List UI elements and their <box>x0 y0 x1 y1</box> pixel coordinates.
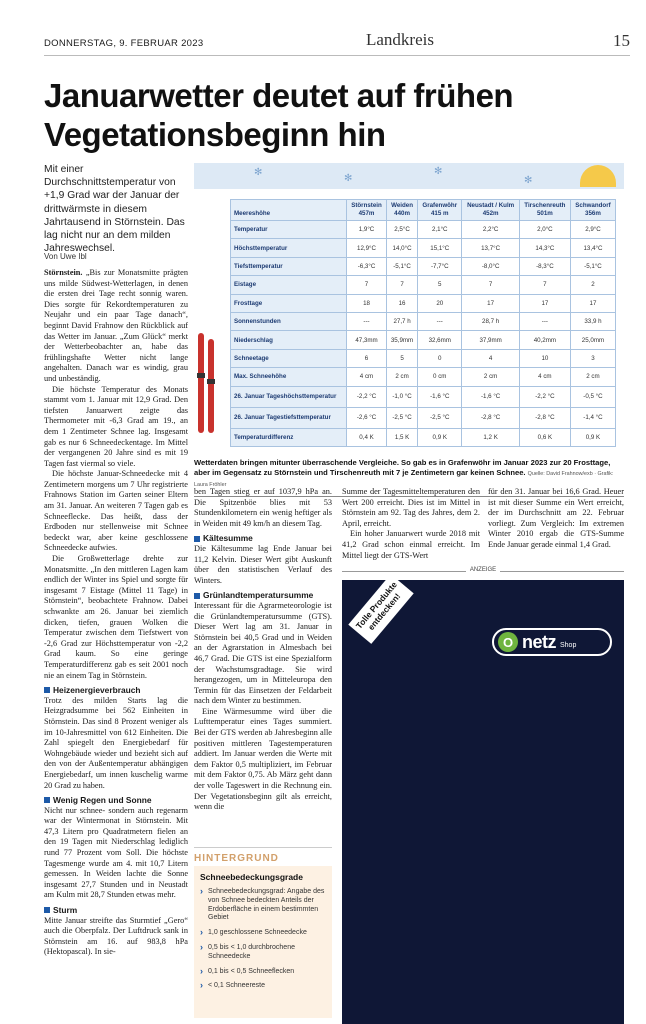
table-cell: 10 <box>519 349 570 367</box>
table-cell: -5,1°C <box>386 257 417 275</box>
paragraph: Die Großwetterlage drehte zur Monatsmitte. „In den mittleren Lagen kam endlich der Winter ins Spiel und sorgte für insgesamt 7 Eistage (Mittel 11 Tage) in Störnstein“, beobachtete Frahnow. Dabei schwankte am 26. Januar bei ziemlich dicken, tiefen, grauen Wolken die Temperatur zwischen dem Tiefstwert von -2,6 Grad zur Höchsttemperatur von -2,2 Grad kaum. So eine geringe Temperaturdifferenz gab es seit 2001 noch nie an einem Tag in Störnstein. <box>44 554 188 680</box>
advertisement[interactable] <box>342 580 624 1024</box>
table-cell: 2,2°C <box>462 221 519 239</box>
subheading <box>194 533 332 544</box>
table-cell: -1,6 °C <box>418 386 462 407</box>
table-row <box>231 368 616 386</box>
section-title: Landkreis <box>366 30 434 49</box>
table-cell: 6 <box>347 349 387 367</box>
table-cell: 20 <box>418 294 462 312</box>
snowflake-icon: ✻ <box>434 166 443 177</box>
table-cell: 1,5 K <box>386 428 417 446</box>
row-label: 26. Januar Tageshöchsttemperatur <box>231 386 347 407</box>
row-label: Eistage <box>231 276 347 294</box>
table-cell: 12,9°C <box>347 239 387 257</box>
table-cell: -6,3°C <box>347 257 387 275</box>
paragraph: Eine Wärmesumme wird über die Lufttemperatur eines Tages summiert. Bei der GTS werden ab Jahresbeginn alle positiven mittleren Tagestemperaturen addiert. Im Januar werden die Werte mit dem Faktor 0,5 multipliziert, im Februar mit dem Faktor 0,75. Ab März geht dann der volle Tageswert in die Rechnung ein. Der Vegetationsbeginn gilt als erreicht, wenn die <box>194 706 332 812</box>
table-cell: 37,9mm <box>462 331 519 349</box>
table-row <box>231 312 616 330</box>
table-cell: 4 cm <box>519 368 570 386</box>
list-item: › 1,0 geschlossene Schneedecke <box>200 929 326 938</box>
table-cell: -2,8 °C <box>519 407 570 428</box>
paragraph: Summe der Tagesmitteltemperaturen den Wert 200 erreicht. Dies ist im Mittel in Störnstein am 92. Tag des Jahres, dem 2. April, erreicht. <box>342 487 480 528</box>
table-cell: 0,9 K <box>570 428 615 446</box>
table-cell: 2,9°C <box>570 221 615 239</box>
table-row <box>231 257 616 275</box>
snowflake-icon: ✻ <box>344 173 353 184</box>
table-cell: --- <box>347 312 387 330</box>
station-name: Weiden <box>391 202 413 209</box>
table-header-cell <box>347 200 387 221</box>
table-cell: 32,6mm <box>418 331 462 349</box>
station-altitude: 501m <box>536 210 553 217</box>
table-cell: 25,0mm <box>570 331 615 349</box>
subheading-text: Sturm <box>53 905 78 916</box>
station-altitude: 415 m <box>430 210 449 217</box>
caption-text: Wetterdaten bringen mitunter überraschende Vergleiche. So gab es in Grafenwöhr im Januar 2023 zur 20 Frosttage, aber im Gegensatz zu Störnstein und Tirschenreuth mit 7 je Zentimetern gar keinen Schnee. <box>194 458 611 477</box>
table-row <box>231 276 616 294</box>
table-cell: 2 cm <box>462 368 519 386</box>
table-row <box>231 331 616 349</box>
table-cell: 17 <box>462 294 519 312</box>
paragraph: für den 31. Januar bei 16,6 Grad. Heuer ist mit dieser Summe ein Wert erreicht, der im Durchschnitt am 22. Februar vorliegt. Zum Vergleich: Im extremen Winter 2010 ergab die GTS-Summe Ende Januar gerade einmal 1,4 Grad. <box>488 487 624 549</box>
ad-label-text: ANZEIGE <box>466 567 500 573</box>
station-altitude: 356m <box>585 210 601 217</box>
paragraph: Nicht nur schnee- sondern auch regenarm war der Wintermonat in Störnstein. Mit 47,3 Litern pro Quadratmetern fielen an den 19 Tagen mit Niederschlag lediglich rund 77 Prozent vom Soll. Die höchste Tagesmenge wurde am 4. mit 10,7 Litern gemessen. In Weiden lachte die Sonne insgesamt 27,7 Stunden und in Neustadt am Kulm mit 28,7 Stunden etwas mehr. <box>44 805 188 900</box>
issue-date: DONNERSTAG, 9. FEBRUAR 2023 <box>44 38 204 49</box>
subheading-text: Wenig Regen und Sonne <box>53 795 152 806</box>
table-cell: 17 <box>519 294 570 312</box>
list-item: › Schneebedeckungsgrad: Angabe des von Schnee bedeckten Anteils der Erdoberfläche in einem bestimmten Gebiet <box>200 888 326 923</box>
article-headline: Januarwetter deutet auf frühen Vegetationsbeginn hin <box>44 77 514 153</box>
table-cell: 2 <box>570 276 615 294</box>
paragraph: Die höchste Temperatur des Monats stammt vom 1. Januar mit 12,9 Grad. Den tiefsten Januarwert zeigte das Thermometer mit -6,3 Grad am 19., an dem 1 Zentimeter Schnee lag. Insgesamt gab es nur 6 Schneedeckentage. Im Mittel der vergangenen 20 Jahre sind es mit 19 Tagen fast viermal so viele. <box>44 384 188 468</box>
article-column-4 <box>488 487 624 551</box>
table-cell: -2,5 °C <box>386 407 417 428</box>
table-cell: -2,5 °C <box>418 407 462 428</box>
table-cell: 2,1°C <box>418 221 462 239</box>
table-header-row <box>231 200 616 221</box>
table-cell: 14,0°C <box>386 239 417 257</box>
weather-data-table <box>230 199 616 447</box>
row-label: Höchsttemperatur <box>231 239 347 257</box>
subheading <box>44 905 188 916</box>
ad-tagline: Tolle Produkte entdecken! <box>348 580 413 644</box>
table-cell: 2 cm <box>570 368 615 386</box>
list-item: › 0,1 bis < 0,5 Schneeflecken <box>200 968 326 977</box>
article-lead: Mit einer Durchschnittstemperatur von +1,9 Grad war der Januar der drittwärmste in diesem Jahrtausend in Störnstein. Das lag nicht nur an dem milden Jahreswechsel. <box>44 164 185 255</box>
table-cell: 7 <box>462 276 519 294</box>
table-cell: -1,4 °C <box>570 407 615 428</box>
caption-source: Quelle: David Frahnow/exb · Grafik: Laura Fröhler <box>194 470 614 489</box>
page-header <box>44 30 630 56</box>
paragraph: Die höchste Januar-Schneedecke mit 4 Zentimetern morgens um 7 Uhr registrierte Frahnows Station im Garten seiner Eltern am 31. Januar. An weiteren 7 Tagen gab es Schneeflecke. Das heißt, dass der Erdboden nur stellenweise mit Schnee bedeckt war, aber keine geschlossene Schneedecke aufwies. <box>44 469 188 553</box>
list-item: › < 0,1 Schneereste <box>200 982 326 991</box>
table-cell: 0,4 K <box>347 428 387 446</box>
square-bullet-icon <box>194 593 200 599</box>
table-cell: 27,7 h <box>386 312 417 330</box>
table-header-cell <box>462 200 519 221</box>
subheading <box>194 590 332 601</box>
station-name: Störnstein <box>351 202 382 209</box>
table-row <box>231 239 616 257</box>
table-cell: 7 <box>386 276 417 294</box>
table-cell: 5 <box>418 276 462 294</box>
station-altitude: 452m <box>482 210 499 217</box>
table-cell: -2,2 °C <box>347 386 387 407</box>
table-cell: -2,8 °C <box>462 407 519 428</box>
station-altitude: 457m <box>358 210 375 217</box>
station-name: Tirschenreuth <box>524 202 566 209</box>
table-cell: --- <box>418 312 462 330</box>
onetz-logo-word: netz <box>522 631 556 652</box>
station-altitude: 440m <box>394 210 410 217</box>
snowflake-icon: ✻ <box>254 167 263 178</box>
square-bullet-icon <box>44 687 50 693</box>
table-header-cell <box>519 200 570 221</box>
table-cell: 2 cm <box>386 368 417 386</box>
station-name: Neustadt / Kulm <box>467 202 515 209</box>
row-label: Temperaturdifferenz <box>231 428 347 446</box>
table-row <box>231 428 616 446</box>
row-label: Niederschlag <box>231 331 347 349</box>
table-cell: 28,7 h <box>462 312 519 330</box>
row-label: Tiefsttemperatur <box>231 257 347 275</box>
table-cell: -1,0 °C <box>386 386 417 407</box>
table-cell: 14,3°C <box>519 239 570 257</box>
infobox-list <box>200 888 326 991</box>
article-column-3 <box>342 487 480 561</box>
table-cell: 2,5°C <box>386 221 417 239</box>
table-cell: --- <box>519 312 570 330</box>
table-cell: 13,4°C <box>570 239 615 257</box>
list-item: › 0,5 bis < 1,0 durchbrochene Schneedecke <box>200 944 326 962</box>
row-label: Sonnenstunden <box>231 312 347 330</box>
table-cell: 13,7°C <box>462 239 519 257</box>
weather-table-graphic <box>194 163 624 453</box>
table-cell: -2,6 °C <box>347 407 387 428</box>
onetz-shop-logo[interactable] <box>492 628 612 656</box>
table-cell: 0 <box>418 349 462 367</box>
table-cell: 15,1°C <box>418 239 462 257</box>
paragraph: Trotz des milden Starts lag die Heizgradsumme bei 562 Einheiten in Störnstein. Das sind 8 Prozent weniger als im 10-Jahresmittel von 612 Einheiten. Die Zahl spiegelt den Energiebedarf für Wohngebäude wieder und bezieht sich auf den von der Außentemperatur abhängigen Energiebedarf, um innen kuschelig warme 20 Grad zu haben. <box>44 695 188 790</box>
table-cell: 3 <box>570 349 615 367</box>
table-cell: 16 <box>386 294 417 312</box>
row-label: Schneetage <box>231 349 347 367</box>
table-cell: 1,2 K <box>462 428 519 446</box>
row-label: Temperatur <box>231 221 347 239</box>
table-cell: 18 <box>347 294 387 312</box>
paragraph-text: „Bis zur Monatsmitte prägten uns milde Südwest-Wetterlagen, in denen die ersten drei Tage recht sonnig waren. Dies sorgte für Rekordtemperaturen zu Neujahr und ein paar Tage danach“, beginnt David Frahnow den Rückblick auf das Wetter im Januar. „Zum Glück“ merkt der Wetterbeobachter an, habe das frühlingshafte Wetter nicht lange angehalten. Danach war es windig, grau und unbeständig. <box>44 268 188 383</box>
table-header-cell <box>570 200 615 221</box>
table-cell: 1,9°C <box>347 221 387 239</box>
table-cell: -8,3°C <box>519 257 570 275</box>
row-label: Frosttage <box>231 294 347 312</box>
paragraph: ben Tagen stieg er auf 1037,9 hPa an. Die Spitzenböe blies mit 53 Stundenkilometern ein wenig heftiger als in Weiden mit 49 km/h an diesem Tag. <box>194 487 332 528</box>
infobox-title: Schneebedeckungsgrade <box>200 872 303 882</box>
table-cell: -2,2 °C <box>519 386 570 407</box>
table-cell: 33,9 h <box>570 312 615 330</box>
subheading <box>44 685 188 696</box>
paragraph <box>44 268 188 385</box>
byline: Von Uwe Ibl <box>44 252 87 261</box>
row-label: Max. Schneehöhe <box>231 368 347 386</box>
subheading-text: Kältesumme <box>203 533 253 544</box>
table-cell: -8,0°C <box>462 257 519 275</box>
subheading <box>44 795 188 806</box>
onetz-logo-mark: O <box>498 632 518 652</box>
table-cell: 0,9 K <box>418 428 462 446</box>
table-row <box>231 386 616 407</box>
station-name: Grafenwöhr <box>422 202 458 209</box>
row-label: 26. Januar Tagestiefsttemperatur <box>231 407 347 428</box>
paragraph: Mitte Januar streifte das Sturmtief „Gero“ auch die Oberpfalz. Der Luftdruck sank in Störnstein am 16. auf 983,8 hPa (Hektopascal). In sie- <box>44 915 188 957</box>
ski-icon <box>194 333 220 433</box>
paragraph: Interessant für die Agrarmeteorologie ist die Grünlandtemperatursumme (GTS). Dieser Wert lag am 31. Januar in Störnstein bei 40,5 Grad und in Weiden an der Agrarstation in Almesbach bei 46,7 Grad. Die GTS ist eine Spezialform der Wachstumsgradtage. Sie wird herangezogen, um in Mitteleuropa den Termin für das Einsetzen der Feldarbeit nach dem Winter zu bestimmen. <box>194 600 332 706</box>
snowflake-icon: ✻ <box>524 175 533 186</box>
paragraph: Ein hoher Januarwert wurde 2018 mit 41,2 Grad schon einmal erreicht. Im Mittel liegt der GTS-Wert <box>342 529 480 560</box>
table-cell: 0 cm <box>418 368 462 386</box>
table-cell: 4 cm <box>347 368 387 386</box>
table-header-cell <box>418 200 462 221</box>
table-cell: 7 <box>347 276 387 294</box>
table-cell: 0,6 K <box>519 428 570 446</box>
background-label: HINTERGRUND <box>194 847 332 871</box>
table-row <box>231 294 616 312</box>
table-header-cell: Meereshöhe <box>231 200 347 221</box>
table-cell: 5 <box>386 349 417 367</box>
table-cell: 17 <box>570 294 615 312</box>
square-bullet-icon <box>194 536 200 542</box>
article-column-1 <box>44 268 188 958</box>
table-cell: 40,2mm <box>519 331 570 349</box>
table-cell: -1,6 °C <box>462 386 519 407</box>
dateline: Störnstein. <box>44 268 83 277</box>
table-cell: 35,9mm <box>386 331 417 349</box>
table-row <box>231 221 616 239</box>
table-header-cell <box>386 200 417 221</box>
page-number: 15 <box>613 31 630 50</box>
table-cell: -0,5 °C <box>570 386 615 407</box>
table-row <box>231 349 616 367</box>
table-cell: 7 <box>519 276 570 294</box>
square-bullet-icon <box>44 797 50 803</box>
table-cell: 4 <box>462 349 519 367</box>
table-cell: -7,7°C <box>418 257 462 275</box>
background-infobox <box>194 866 332 1018</box>
table-row <box>231 407 616 428</box>
article-column-2 <box>194 487 332 813</box>
paragraph: Die Kältesumme lag Ende Januar bei 11,2 Kelvin. Dieser Wert gibt Auskunft über den statistischen Verlauf des Winters. <box>194 543 332 585</box>
table-cell: 2,0°C <box>519 221 570 239</box>
table-cell: 47,3mm <box>347 331 387 349</box>
subheading-text: Grünlandtemperatursumme <box>203 590 314 601</box>
subheading-text: Heizenergieverbrauch <box>53 685 141 696</box>
station-name: Schwandorf <box>575 202 611 209</box>
square-bullet-icon <box>44 907 50 913</box>
onetz-logo-shop: Shop <box>560 641 577 649</box>
table-cell: -5,1°C <box>570 257 615 275</box>
